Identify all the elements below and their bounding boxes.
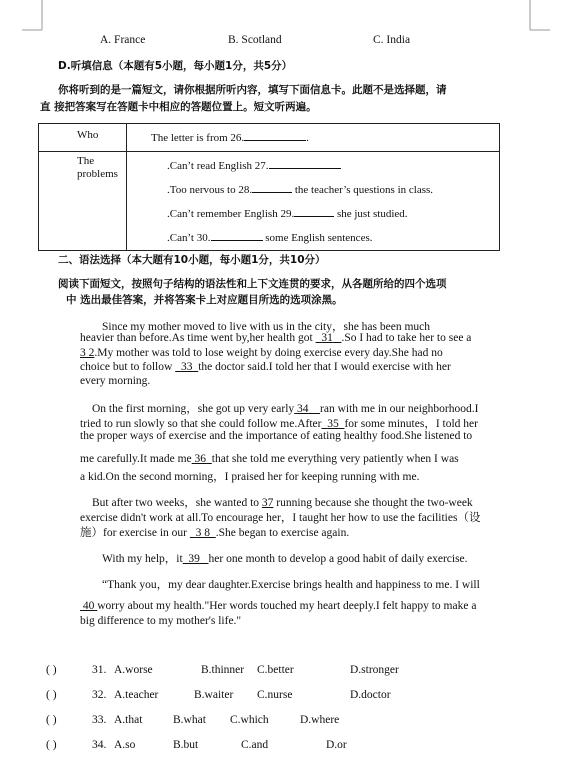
blank-26[interactable] — [244, 129, 306, 141]
option-a: A. France — [100, 34, 146, 46]
choice-c[interactable]: C.better — [257, 664, 294, 676]
row-problems-label: The problems — [39, 152, 127, 251]
passage-line: exercise didn't work at all.To encourage her，I taught her how to use the facilities（设 — [80, 512, 481, 524]
blank-37[interactable]: 37 — [261, 497, 274, 509]
choice-d[interactable]: D.stronger — [350, 664, 399, 676]
choice-c[interactable]: C.which — [230, 714, 269, 726]
corner-mark-top-left — [22, 0, 44, 32]
choice-d[interactable]: D.doctor — [350, 689, 391, 701]
choice-b[interactable]: B.waiter — [194, 689, 234, 701]
passage-line: 施）for exercise in our 3 8 .She began to exercise again. — [80, 527, 350, 539]
passage-line: With my help，it 39 her one month to develop a good habit of daily exercise. — [102, 553, 468, 565]
blank-29[interactable] — [294, 205, 334, 217]
choice-d[interactable]: D.where — [300, 714, 340, 726]
section-d-instruction-1: 你将听到的是一篇短文，请你根据所听内容，填写下面信息卡。此题不是选择题，请 — [58, 84, 447, 96]
choice-b[interactable]: B.but — [173, 739, 199, 751]
blank-38[interactable]: 3 8 — [195, 527, 210, 539]
passage-line: choice but to follow 33 the doctor said.I told her that I would exercise with her — [80, 361, 451, 373]
info-card-table — [38, 123, 500, 251]
choice-a[interactable]: A.teacher — [114, 689, 159, 701]
section-2-instruction-1: 阅读下面短文，按照句子结构的语法性和上下文连贯的要求，从各题所给的四个选项 — [58, 278, 447, 290]
choice-a[interactable]: A.that — [114, 714, 143, 726]
passage-line: 3 2.My mother was told to lose weight by doing exercise every day.She had no — [80, 347, 443, 359]
problem-line-29: .Can’t remember English 29. she just studied. — [167, 202, 499, 226]
choice-b[interactable]: B.what — [173, 714, 206, 726]
passage-line: Since my mother moved to live with us in the city，she has been much — [102, 321, 431, 333]
passage-line: the proper ways of exercise and the importance of eating healthy food.She listened to — [80, 430, 473, 442]
row-who-value: The letter is from 26. . — [127, 124, 500, 152]
passage-line: tried to run slowly so that she could follow me.After 35 for some minutes，I told her — [80, 418, 478, 430]
blank-35[interactable]: 35 — [327, 418, 339, 430]
problem-line-30: .Can’t 30. some English sentences. — [167, 226, 499, 250]
blank-32[interactable]: 3 2 — [80, 347, 95, 359]
row-who-label: Who — [39, 124, 127, 152]
passage-line: big difference to my mother's life." — [80, 615, 242, 627]
passage-line: On the first morning，she got up very early 34 ran with me in our neighborhood.I — [92, 403, 479, 415]
blank-28[interactable] — [252, 181, 292, 193]
choice-b[interactable]: B.thinner — [201, 664, 245, 676]
choice-a[interactable]: A.worse — [114, 664, 153, 676]
blank-31[interactable]: 31 — [321, 332, 333, 344]
problem-line-28: .Too nervous to 28. the teacher’s questions in class. — [167, 178, 499, 202]
passage-line: me carefully.It made me 36 that she told me everything very patiently when I was — [80, 453, 459, 465]
choice-a[interactable]: A.so — [114, 739, 136, 751]
section-2-instruction-2: 中 选出最佳答案，并将答案卡上对应题目所选的选项涂黑。 — [66, 294, 343, 306]
passage-line: 40 worry about my health."Her words touched my heart deeply.I felt happy to make a — [80, 600, 476, 612]
section-d-title: D.听填信息（本题有5小题，每小题1分，共5分） — [58, 60, 293, 72]
corner-mark-top-right — [528, 0, 550, 32]
section-d-instruction-2: 直 接把答案写在答题卡中相应的答题位置上。短文听两遍。 — [40, 101, 317, 113]
choice-d[interactable]: D.or — [326, 739, 347, 751]
blank-36[interactable]: 36 — [194, 453, 207, 465]
blank-27[interactable] — [269, 157, 341, 169]
passage-line: But after two weeks，she wanted to 37 running because she thought the two-week — [92, 497, 473, 509]
passage-line: a kid.On the second morning，I praised her for keeping running with me. — [80, 471, 420, 483]
blank-34[interactable]: 34 — [297, 403, 309, 415]
section-2-title: 二、语法选择（本大题有10小题，每小题1分，共10分） — [58, 254, 326, 266]
passage-line: heavier than before.As time went by,her health got 31 .So I had to take her to see a — [80, 332, 472, 344]
blank-39[interactable]: 39 — [188, 553, 200, 565]
blank-30[interactable] — [211, 229, 263, 241]
blank-33[interactable]: 33 — [180, 361, 193, 373]
choice-c[interactable]: C.nurse — [257, 689, 293, 701]
row-problems-list — [127, 152, 500, 251]
option-b: B. Scotland — [228, 34, 282, 46]
passage-line: “Thank you，my dear daughter.Exercise brings health and happiness to me. I will — [102, 579, 480, 591]
problem-line-27: .Can’t read English 27. — [167, 154, 499, 178]
option-c: C. India — [373, 34, 411, 46]
passage-line: every morning. — [80, 375, 151, 387]
choice-c[interactable]: C.and — [241, 739, 269, 751]
blank-40[interactable]: 40 — [82, 600, 95, 612]
